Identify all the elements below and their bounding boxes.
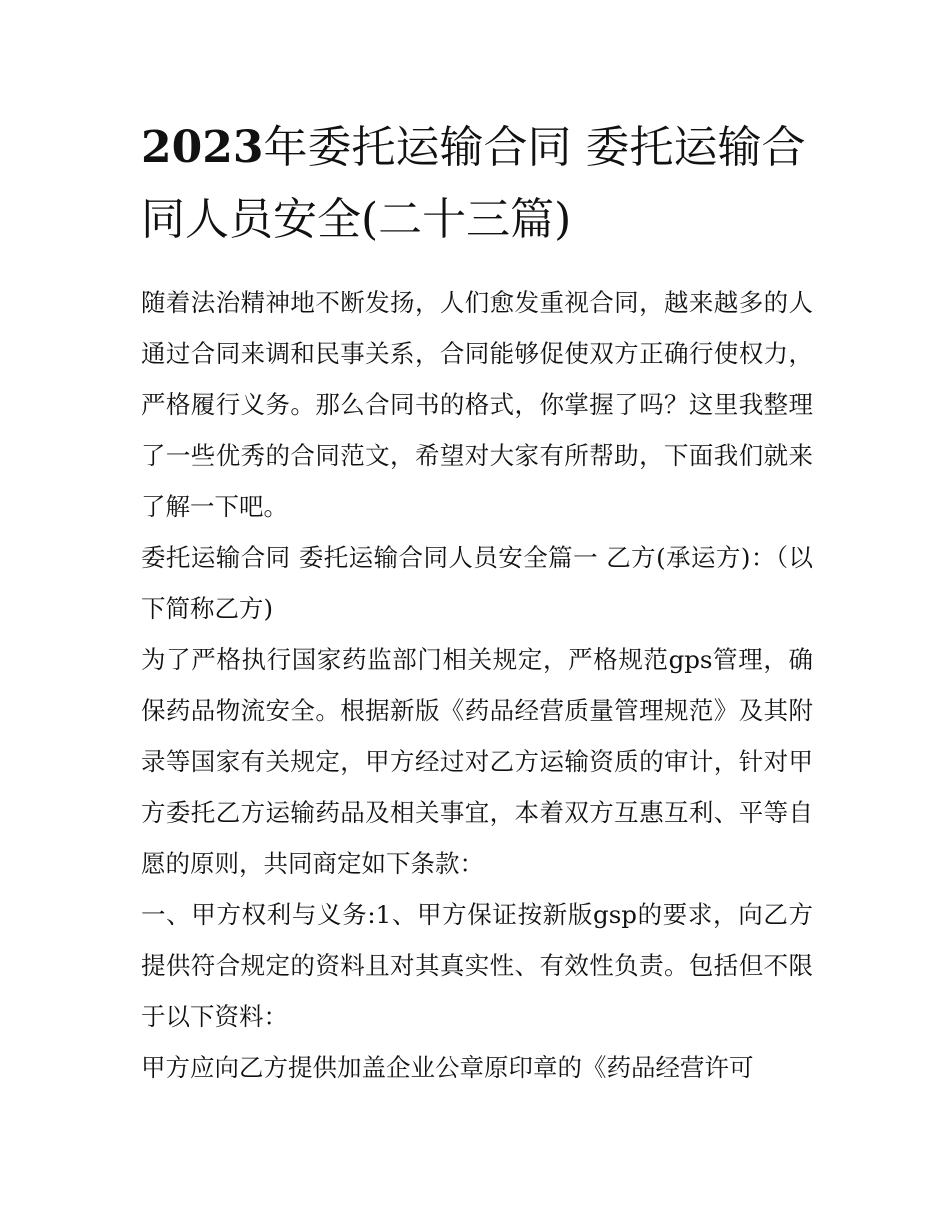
paragraph-contract-parties: 委托运输合同 委托运输合同人员安全篇一 乙方(承运方)：（以下简称乙方) (141, 543, 813, 623)
title-text: 年委托运输合同 委托运输合同人员安全(二十三篇) (141, 122, 806, 245)
paragraph-intro: 随着法治精神地不断发扬，人们愈发重视合同，越来越多的人通过合同来调和民事关系，合同能够促使双方正确行使权力，严格履行义务。那么合同书的格式，你掌握了吗？这里我整理了一些优秀的合同范文，希望对大家有所帮助，下面我们就来了解一下吧。 (141, 288, 813, 521)
paragraph-purpose: 为了严格执行国家药监部门相关规定，严格规范gps管理，确保药品物流安全。根据新版《药品经营质量管理规范》及其附录等国家有关规定，甲方经过对乙方运输资质的审计，针对甲方委托乙方运输药品及相关事宜，本着双方互惠互利、平等自愿的原则，共同商定如下条款： (141, 645, 813, 878)
document-title (141, 112, 821, 256)
paragraph-party-a-rights: 一、甲方权利与义务:1、甲方保证按新版gsp的要求，向乙方提供符合规定的资料且对其真实性、有效性负责。包括但不限于以下资料： (141, 900, 813, 1031)
document-body (141, 277, 813, 1093)
paragraph-party-a-documents: 甲方应向乙方提供加盖企业公章原印章的《药品经营许可 (141, 1053, 754, 1082)
title-year: 2023 (141, 122, 264, 173)
